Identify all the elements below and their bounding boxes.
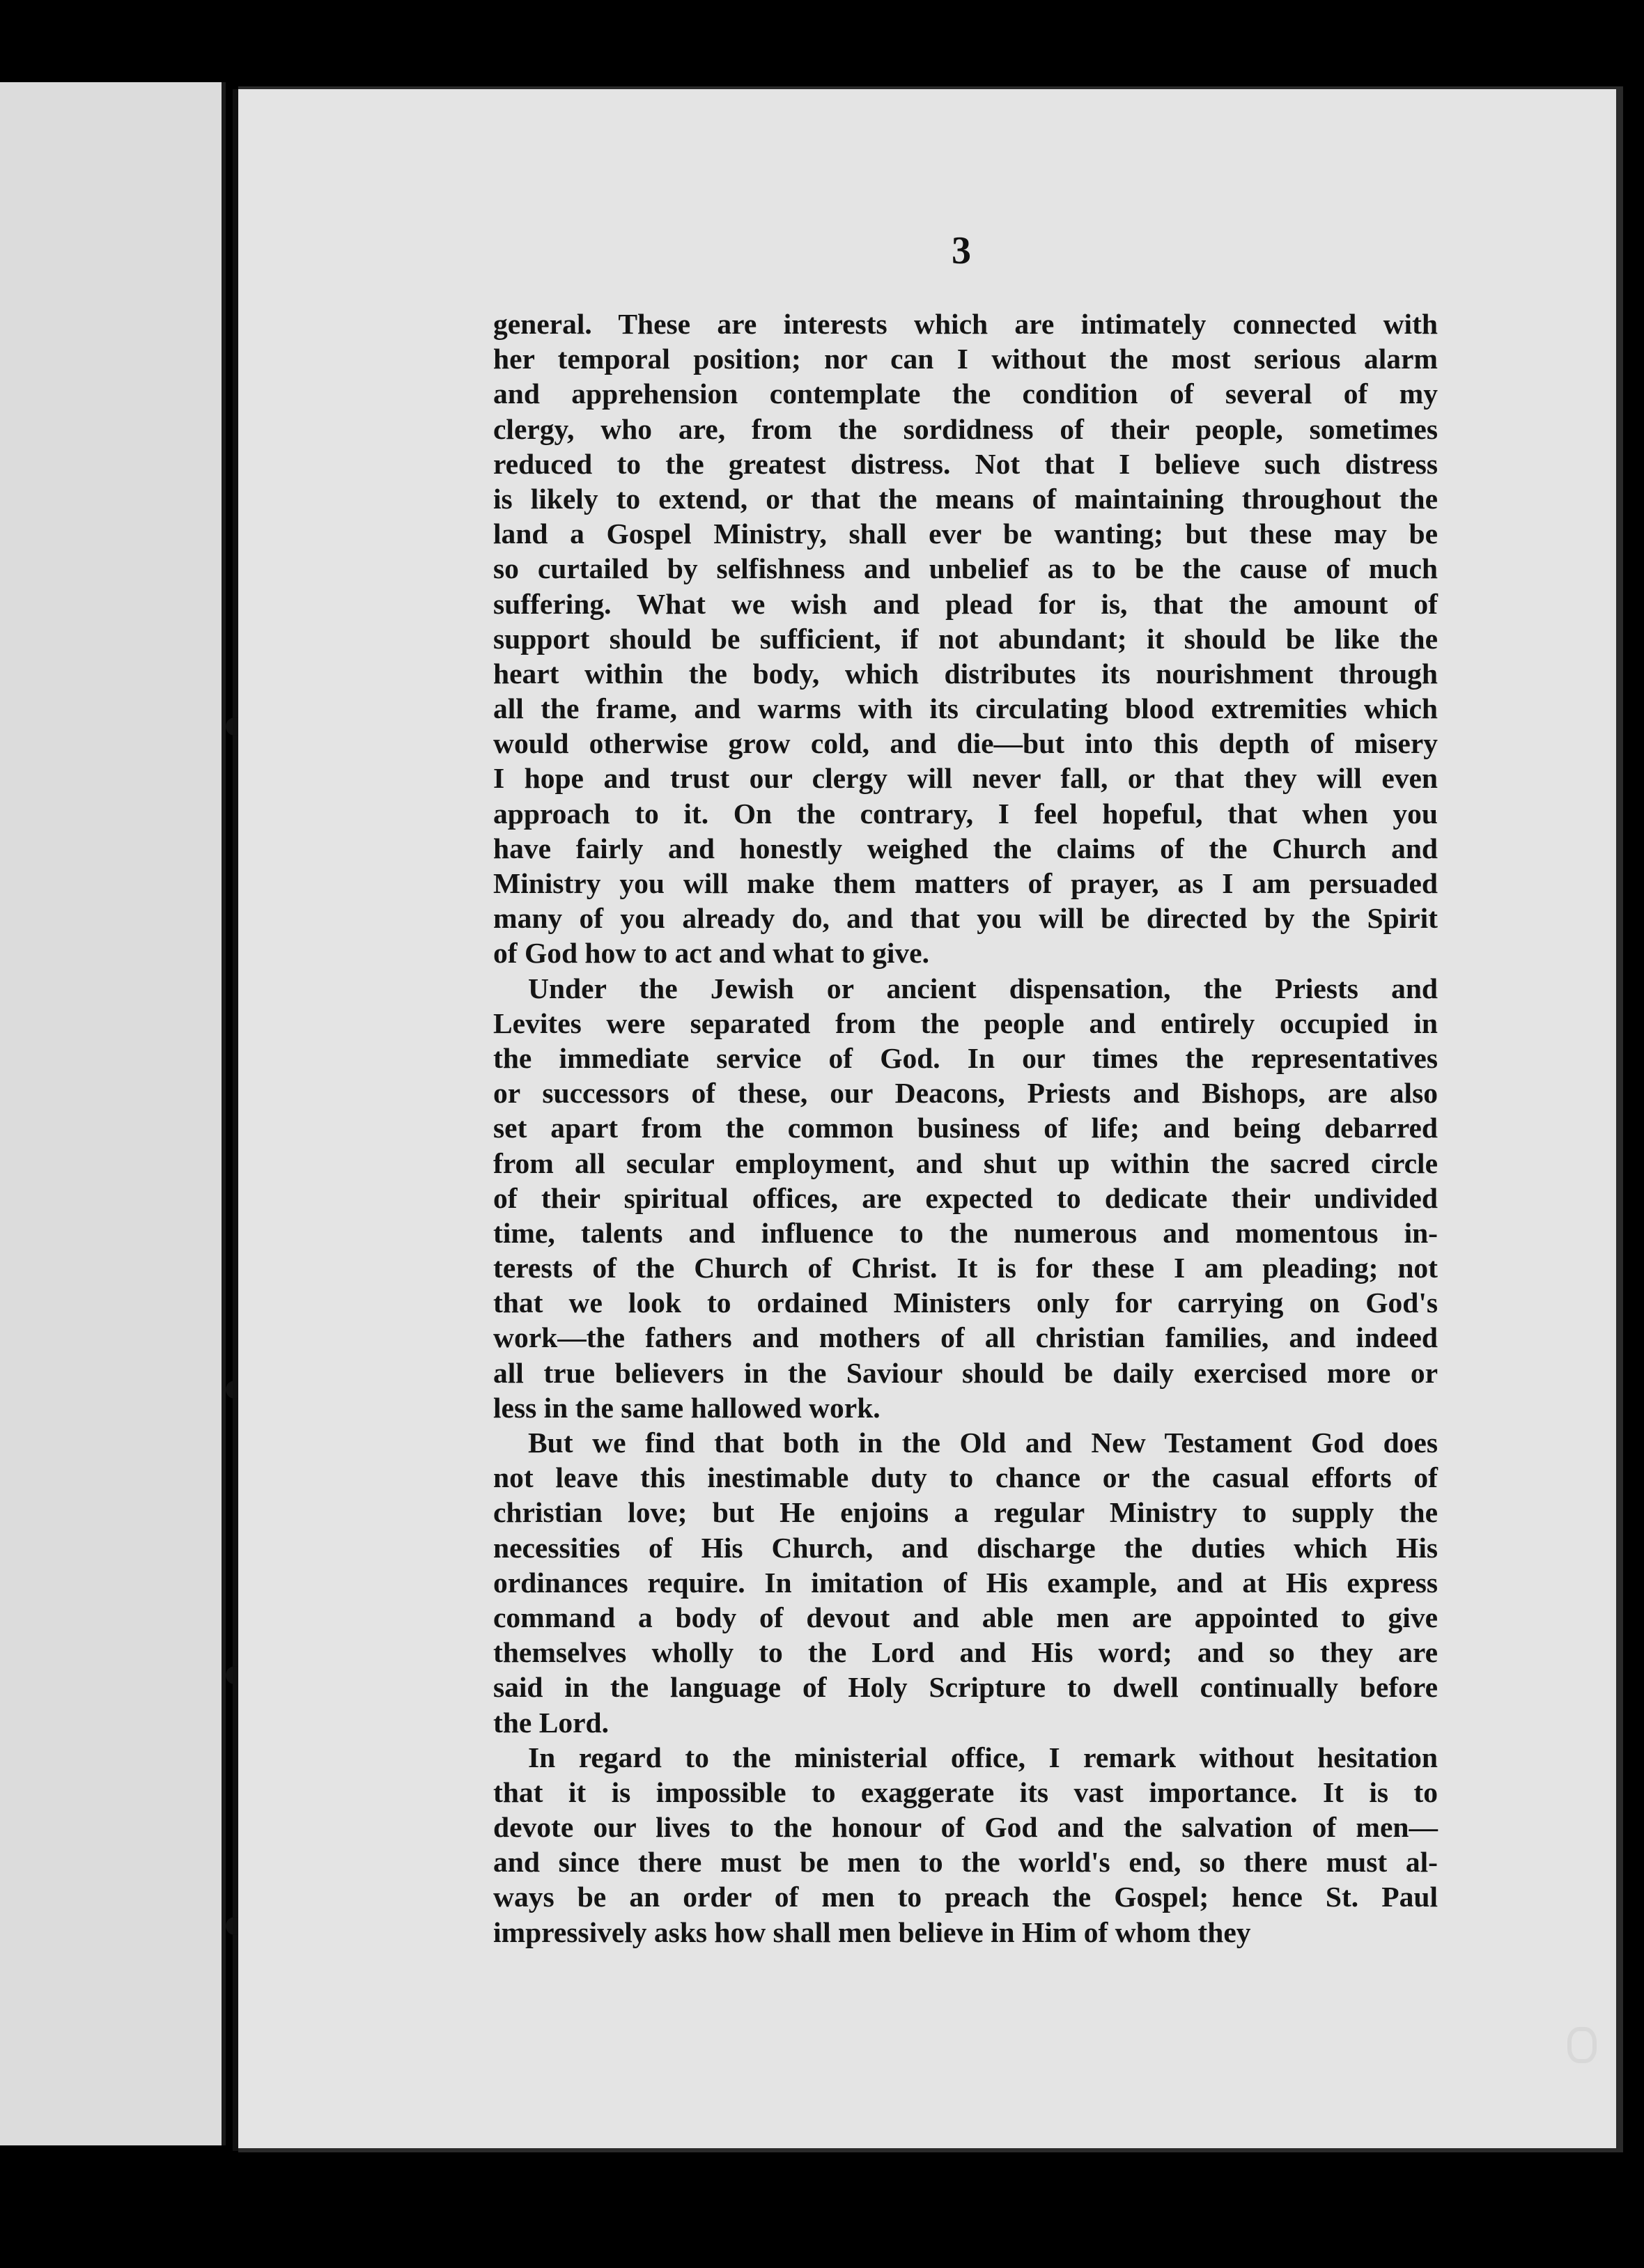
text-line: necessities of His Church, and discharge the duties which His bbox=[493, 1531, 1438, 1564]
page-number: 3 bbox=[952, 229, 971, 272]
text-line: I hope and trust our clergy will never fall, or that they will even bbox=[493, 762, 1438, 795]
text-line: ordinances require. In imitation of His example, and at His express bbox=[493, 1566, 1438, 1599]
text-line: heart within the body, which distributes its nourishment through bbox=[493, 657, 1438, 690]
text-line: of their spiritual offices, are expected to dedicate their undivided bbox=[493, 1181, 1438, 1214]
text-line: support should be sufficient, if not abundant; it should be like the bbox=[493, 622, 1438, 655]
text-line: suffering. What we wish and plead for is, that the amount of bbox=[493, 587, 1438, 620]
text-line: reduced to the greatest distress. Not that I believe such distress bbox=[493, 447, 1438, 480]
body-text bbox=[493, 306, 1438, 1950]
text-line: clergy, who are, from the sordidness of their people, sometimes bbox=[493, 412, 1438, 445]
text-line: time, talents and influence to the numerous and momentous in- bbox=[493, 1216, 1438, 1249]
text-line: or successors of these, our Deacons, Priests and Bishops, are also bbox=[493, 1077, 1438, 1110]
text-line: said in the language of Holy Scripture to dwell continually before bbox=[493, 1671, 1438, 1704]
text-line: christian love; but He enjoins a regular Ministry to supply the bbox=[493, 1496, 1438, 1529]
text-line: But we find that both in the Old and New Testament God does bbox=[528, 1427, 1438, 1459]
text-line: is likely to extend, or that the means of maintaining throughout the bbox=[493, 482, 1438, 515]
text-line: that we look to ordained Ministers only for carrying on God's bbox=[493, 1287, 1438, 1319]
text-line: less in the same hallowed work. bbox=[493, 1391, 881, 1424]
text-line: that it is impossible to exaggerate its vast importance. It is to bbox=[493, 1776, 1438, 1808]
text-line: her temporal position; nor can I without the most serious alarm bbox=[493, 343, 1438, 375]
text-line: all true believers in the Saviour should be daily exercised more or bbox=[493, 1356, 1438, 1389]
text-line: would otherwise grow cold, and die—but into this depth of misery bbox=[493, 727, 1438, 760]
text-line: devote our lives to the honour of God and the salvation of men— bbox=[493, 1811, 1438, 1844]
text-line: themselves wholly to the Lord and His word; and so they are bbox=[493, 1636, 1438, 1669]
facing-page-edge bbox=[0, 82, 226, 2145]
text-line: approach to it. On the contrary, I feel hopeful, that when you bbox=[493, 797, 1438, 830]
text-line: Ministry you will make them matters of prayer, as I am persuaded bbox=[493, 867, 1438, 899]
text-line: In regard to the ministerial office, I remark without hesitation bbox=[528, 1741, 1438, 1773]
text-line: all the frame, and warms with its circulating blood extremities which bbox=[493, 692, 1438, 725]
text-line: and since there must be men to the world's end, so there must al- bbox=[493, 1846, 1438, 1879]
text-line: so curtailed by selfishness and unbelief as to be the cause of much bbox=[493, 552, 1438, 585]
text-line: ways be an order of men to preach the Gospel; hence St. Paul bbox=[493, 1881, 1438, 1913]
binding-spine bbox=[233, 89, 238, 2151]
text-line: and apprehension contemplate the condition of several of my bbox=[493, 378, 1438, 410]
text-line: the Lord. bbox=[493, 1706, 609, 1739]
text-line: impressively asks how shall men believe in Him of whom they bbox=[493, 1916, 1251, 1948]
text-line: general. These are interests which are intimately connected with bbox=[493, 308, 1438, 340]
text-line: Under the Jewish or ancient dispensation, the Priests and bbox=[528, 972, 1438, 1004]
text-line: have fairly and honestly weighed the claims of the Church and bbox=[493, 832, 1438, 864]
text-line: work—the fathers and mothers of all christian families, and indeed bbox=[493, 1321, 1438, 1354]
text-line: from all secular employment, and shut up within the sacred circle bbox=[493, 1147, 1438, 1179]
text-line: command a body of devout and able men are appointed to give bbox=[493, 1601, 1438, 1633]
text-line: many of you already do, and that you will be directed by the Spirit bbox=[493, 902, 1438, 935]
text-line: land a Gospel Ministry, shall ever be wanting; but these may be bbox=[493, 518, 1438, 550]
text-line: set apart from the common business of life; and being debarred bbox=[493, 1112, 1438, 1144]
text-line: terests of the Church of Christ. It is for these I am pleading; not bbox=[493, 1252, 1438, 1284]
text-line: Levites were separated from the people and entirely occupied in bbox=[493, 1007, 1438, 1039]
text-line: the immediate service of God. In our times the representatives bbox=[493, 1041, 1438, 1074]
text-line: of God how to act and what to give. bbox=[493, 937, 929, 970]
scan-artifact bbox=[1567, 2027, 1597, 2063]
text-line: not leave this inestimable duty to chance or the casual efforts of bbox=[493, 1461, 1438, 1494]
